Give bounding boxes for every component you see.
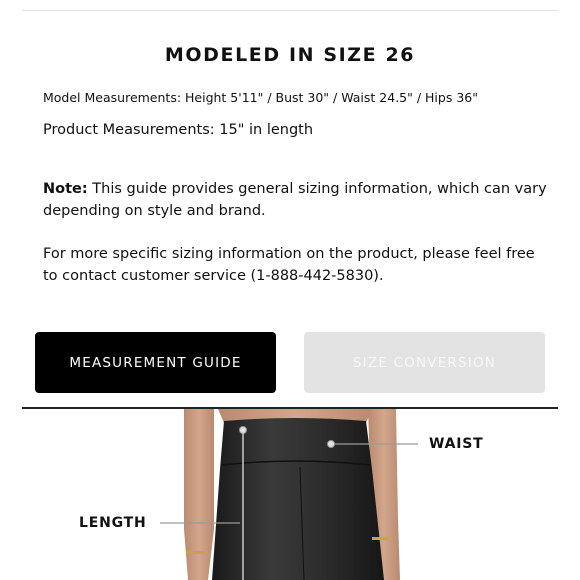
left-arm: [184, 409, 214, 580]
skirt: [212, 418, 384, 580]
waist-label: WAIST: [429, 436, 484, 452]
right-bracelet: [372, 537, 390, 540]
note-text: This guide provides general sizing information, which can vary depending on style and brand.: [43, 181, 547, 219]
tab-measurement-guide[interactable]: MEASUREMENT GUIDE: [35, 332, 276, 393]
length-label: LENGTH: [79, 515, 147, 531]
product-measurements: Product Measurements: 15" in length: [43, 122, 314, 138]
note-label: Note:: [43, 181, 88, 197]
left-bracelet: [186, 551, 208, 554]
waist-marker: [328, 441, 335, 448]
top-divider: [22, 10, 558, 11]
measurement-figure: [0, 409, 580, 580]
note-paragraph: [43, 178, 548, 222]
length-marker-top: [240, 427, 247, 434]
page-title: MODELED IN SIZE 26: [164, 44, 416, 66]
skirt-illustration: [0, 409, 580, 580]
model-measurements: Model Measurements: Height 5'11" / Bust 30" / Waist 24.5" / Hips 36": [43, 90, 478, 105]
contact-paragraph: For more specific sizing information on the product, please feel free to contact customer service (1-888-442-5830).: [43, 246, 535, 284]
tab-size-conversion[interactable]: SIZE CONVERSION: [304, 332, 545, 393]
